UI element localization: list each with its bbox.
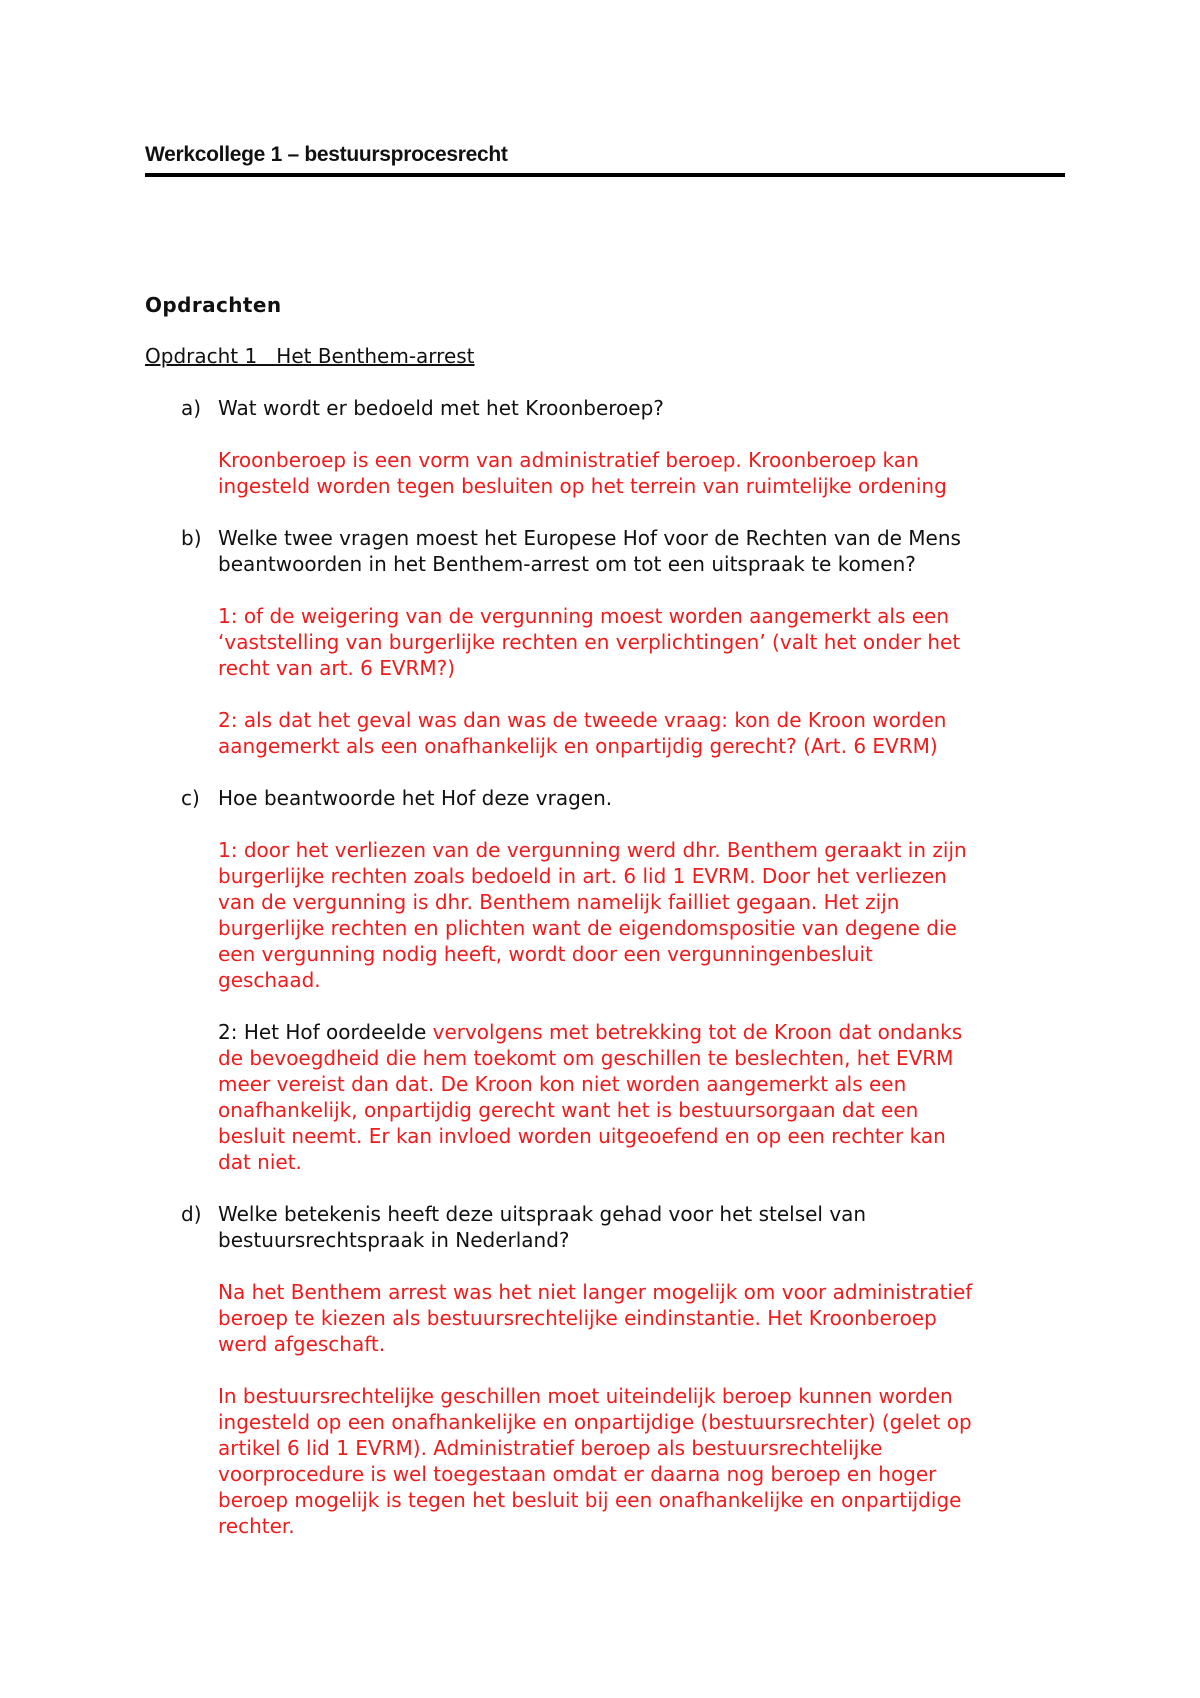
question-block-a xyxy=(145,395,1065,499)
question-c xyxy=(145,785,1065,811)
question-line: beantwoorden in het Benthem-arrest om tot een uitspraak te komen? xyxy=(218,552,916,576)
answer-line-continuation: vervolgens met betrekking tot de Kroon dat ondanks xyxy=(426,1020,963,1044)
answer-line: meer vereist dan dat. De Kroon kon niet worden aangemerkt als een xyxy=(218,1072,907,1096)
answer-line: Na het Benthem arrest was het niet langer mogelijk om voor administratief xyxy=(218,1280,973,1304)
answer-d-1 xyxy=(145,1279,1065,1357)
answer-c-1 xyxy=(145,837,1065,993)
question-letter: c) xyxy=(181,786,200,810)
question-a xyxy=(145,395,1065,421)
answer-a-1 xyxy=(145,447,1065,499)
answer-line: onafhankelijk, onpartijdig gerecht want het is bestuursorgaan dat een xyxy=(218,1098,919,1122)
question-letter: a) xyxy=(181,396,202,420)
question-block-c xyxy=(145,785,1065,1175)
answer-line: geschaad. xyxy=(218,968,321,992)
answer-line: ‘vaststelling van burgerlijke rechten en verplichtingen’ (valt het onder het xyxy=(218,630,961,654)
question-d xyxy=(145,1201,1065,1253)
question-line: bestuursrechtspraak in Nederland? xyxy=(218,1228,570,1252)
question-letter: b) xyxy=(181,526,202,550)
answer-line: ingesteld worden tegen besluiten op het terrein van ruimtelijke ordening xyxy=(218,474,947,498)
question-letter: d) xyxy=(181,1202,202,1226)
answer-line: dat niet. xyxy=(218,1150,302,1174)
question-b xyxy=(145,525,1065,577)
answer-line: de bevoegdheid die hem toekomt om geschillen te beslechten, het EVRM xyxy=(218,1046,954,1070)
question-line: Wat wordt er bedoeld met het Kroonberoep? xyxy=(218,396,664,420)
answer-line: aangemerkt als een onafhankelijk en onpartijdig gerecht? (Art. 6 EVRM) xyxy=(218,734,938,758)
answer-b-2 xyxy=(145,707,1065,759)
answer-line: 1: door het verliezen van de vergunning werd dhr. Benthem geraakt in zijn xyxy=(218,838,967,862)
assignment-title: Opdracht 1 Het Benthem-arrest xyxy=(145,344,475,368)
answer-line: burgerlijke rechten zoals bedoeld in art. 6 lid 1 EVRM. Door het verliezen xyxy=(218,864,947,888)
answer-line: besluit neemt. Er kan invloed worden uitgeoefend en op een rechter kan xyxy=(218,1124,946,1148)
answer-line: 2: als dat het geval was dan was de tweede vraag: kon de Kroon worden xyxy=(218,708,947,732)
answer-line: voorprocedure is wel toegestaan omdat er daarna nog beroep en hoger xyxy=(218,1462,937,1486)
question-line: Welke betekenis heeft deze uitspraak gehad voor het stelsel van xyxy=(218,1202,867,1226)
answer-c-2 xyxy=(145,1019,1065,1175)
answer-line: van de vergunning is dhr. Benthem namelijk failliet gegaan. Het zijn xyxy=(218,890,900,914)
answer-line: 1: of de weigering van de vergunning moest worden aangemerkt als een xyxy=(218,604,950,628)
document-header-title: Werkcollege 1 – bestuursprocesrecht xyxy=(145,143,508,166)
answer-line: beroep te kiezen als bestuursrechtelijke eindinstantie. Het Kroonberoep xyxy=(218,1306,937,1330)
question-block-b xyxy=(145,525,1065,759)
answer-b-1 xyxy=(145,603,1065,681)
answer-line xyxy=(218,1019,1065,1045)
header-divider xyxy=(145,173,1065,177)
answer-line: een vergunning nodig heeft, wordt door een vergunningenbesluit xyxy=(218,942,873,966)
answer-line: werd afgeschaft. xyxy=(218,1332,386,1356)
question-line: Hoe beantwoorde het Hof deze vragen. xyxy=(218,786,613,810)
answer-lead-text: 2: Het Hof oordeelde xyxy=(218,1020,427,1044)
answer-line: rechter. xyxy=(218,1514,295,1538)
question-block-d xyxy=(145,1201,1065,1539)
question-line: Welke twee vragen moest het Europese Hof voor de Rechten van de Mens xyxy=(218,526,961,550)
answer-line: Kroonberoep is een vorm van administratief beroep. Kroonberoep kan xyxy=(218,448,919,472)
answer-d-2 xyxy=(145,1383,1065,1539)
answer-line: artikel 6 lid 1 EVRM). Administratief beroep als bestuursrechtelijke xyxy=(218,1436,883,1460)
answer-line: beroep mogelijk is tegen het besluit bij een onafhankelijke en onpartijdige xyxy=(218,1488,962,1512)
answer-line: ingesteld op een onafhankelijke en onpartijdige (bestuursrechter) (gelet op xyxy=(218,1410,972,1434)
answer-line: recht van art. 6 EVRM?) xyxy=(218,656,456,680)
answer-line: burgerlijke rechten en plichten want de eigendomspositie van degene die xyxy=(218,916,957,940)
answer-line: In bestuursrechtelijke geschillen moet uiteindelijk beroep kunnen worden xyxy=(218,1384,953,1408)
section-heading: Opdrachten xyxy=(145,293,282,317)
